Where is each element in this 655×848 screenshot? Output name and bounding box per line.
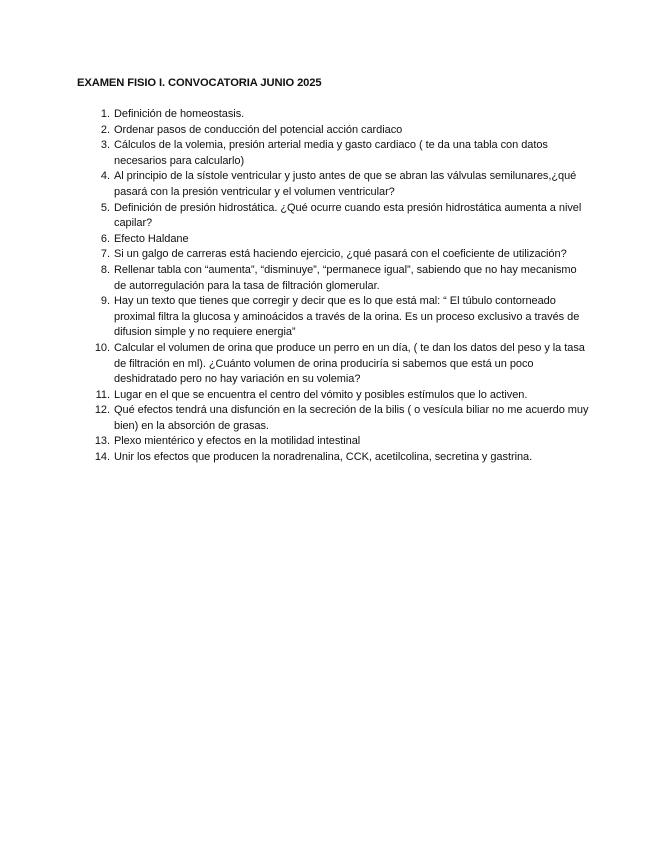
list-item xyxy=(90,247,590,263)
item-number: 12. xyxy=(94,404,110,417)
item-number: 2. xyxy=(100,123,110,136)
item-number: 1. xyxy=(100,108,110,120)
list-item xyxy=(90,434,590,450)
item-text: Calcular el volumen de orina que produce un perro en un día, ( te dan los datos del peso y la tasa de filtración en ml). ¿Cuánto volumen de orina produciría si sabemos que está un poco deshidratado pero no hay variación en su volemia? xyxy=(114,341,585,386)
item-number: 5. xyxy=(100,201,110,214)
item-text: Al principio de la sístole ventricular y justo antes de que se abran las válvulas semilunares,¿qué pasará con la presión ventricular y el volumen ventricular? xyxy=(114,170,577,198)
item-number: 11. xyxy=(95,388,110,401)
item-text: Efecto Haldane xyxy=(114,232,189,245)
list-item xyxy=(90,403,590,434)
item-number: 4. xyxy=(100,170,110,183)
item-text: Plexo mientérico y efectos en la motilidad intestinal xyxy=(114,435,361,448)
item-number: 7. xyxy=(100,248,110,261)
list-item xyxy=(90,294,590,341)
list-item xyxy=(90,450,590,466)
question-list xyxy=(90,107,590,466)
list-item xyxy=(90,123,590,139)
document-title: EXAMEN FISIO I. CONVOCATORIA JUNIO 2025 xyxy=(77,77,322,89)
list-item xyxy=(90,341,590,388)
item-number: 3. xyxy=(100,139,110,152)
item-text: Rellenar tabla con “aumenta”, “disminuye”, “permanece igual”, sabiendo que no hay mecanismo de autorregulación para la tasa de filtración glomerular. xyxy=(114,263,577,292)
item-text: Si un galgo de carreras está haciendo ejercicio, ¿qué pasará con el coeficiente de utilización? xyxy=(114,248,567,261)
item-text: Lugar en el que se encuentra el centro del vómito y posibles estímulos que lo activen. xyxy=(114,388,528,401)
item-text: Ordenar pasos de conducción del potencial acción cardiaco xyxy=(114,123,403,136)
item-number: 13. xyxy=(94,435,110,448)
list-item xyxy=(90,232,590,248)
list-item xyxy=(90,169,590,200)
item-number: 6. xyxy=(100,232,110,245)
list-item xyxy=(90,201,590,232)
list-item xyxy=(90,107,590,123)
list-item xyxy=(90,263,590,294)
item-text: Unir los efectos que producen la noradrenalina, CCK, acetilcolina, secretina y gastrina. xyxy=(114,451,533,464)
item-number: 10. xyxy=(94,341,110,354)
item-text: Definición de presión hidrostática. ¿Qué ocurre cuando esta presión hidrostática aumenta a nivel capilar? xyxy=(114,201,582,230)
item-text: Definición de homeostasis. xyxy=(114,108,245,120)
list-item xyxy=(90,388,590,404)
item-text: Hay un texto que tienes que corregir y decir que es lo que está mal: “ El túbulo contorneado proximal filtra la glucosa y aminoácidos a través de la orina. Es un proceso exclusivo a través de difusion simple y no requiere energia” xyxy=(114,295,580,339)
item-text: Cálculos de la volemia, presión arterial media y gasto cardiaco ( te da una tabla con datos necesarios para calcularlo) xyxy=(114,139,548,167)
list-item xyxy=(90,138,590,169)
item-text: Qué efectos tendrá una disfunción en la secreción de la bilis ( o vesícula biliar no me acuerdo muy bien) en la absorción de grasas. xyxy=(114,404,589,432)
item-number: 9. xyxy=(100,295,110,308)
item-number: 14. xyxy=(94,451,110,464)
item-number: 8. xyxy=(100,263,110,276)
